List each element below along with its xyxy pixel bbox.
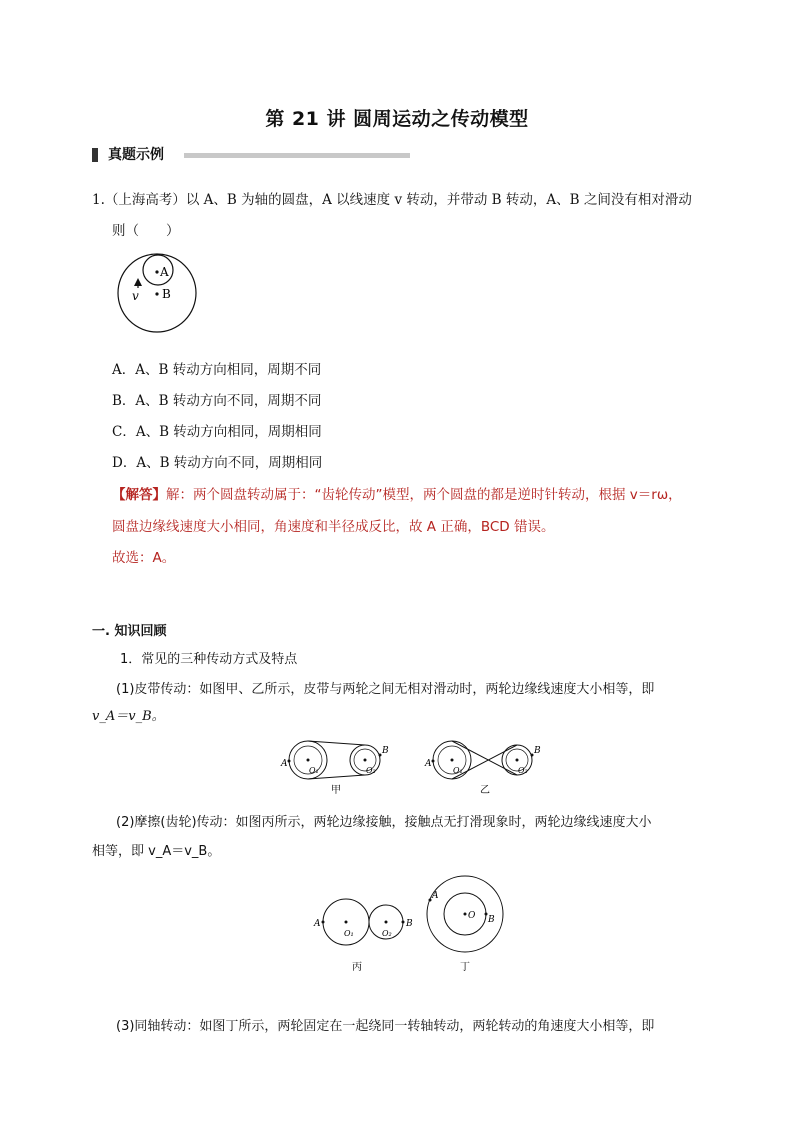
- belt-text-2: v_A＝v_B。: [92, 709, 165, 724]
- fig-label-bing: 丙: [352, 962, 362, 973]
- answer-line-3: 故选：A。: [112, 550, 176, 566]
- review-heading: 一. 知识回顾: [92, 624, 167, 639]
- belt-figures: [280, 735, 550, 797]
- svg-text:O₁: O₁: [309, 766, 319, 775]
- question-figure: [112, 248, 204, 340]
- page-title: 第 21 讲 圆周运动之传动模型: [265, 108, 529, 130]
- section-divider: [184, 153, 410, 158]
- friction-text-2: 相等，即 v_A＝v_B。: [92, 844, 221, 859]
- answer-text-1: 解：两个圆盘转动属于：“齿轮传动”模型，两个圆盘的都是逆时针转动，根据 v＝rω，: [166, 487, 682, 503]
- fig-label-jia: 甲: [331, 785, 341, 796]
- svg-text:B: B: [382, 746, 389, 756]
- belt-text-1: (1)皮带传动：如图甲、乙所示，皮带与两轮之间无相对滑动时，两轮边缘线速度大小相等，即: [116, 682, 655, 697]
- svg-text:O₂: O₂: [518, 766, 528, 775]
- option-a: A．A、B 转动方向相同，周期不同: [112, 362, 322, 378]
- svg-text:A: A: [432, 891, 439, 901]
- option-c: C．A、B 转动方向相同，周期相同: [112, 424, 322, 440]
- svg-text:O: O: [468, 911, 476, 921]
- section-marker: [92, 148, 98, 162]
- label-a: A: [160, 265, 169, 279]
- point-a: [155, 270, 158, 273]
- svg-text:B: B: [406, 919, 413, 929]
- question-line-1: [92, 188, 692, 208]
- svg-text:O₁: O₁: [453, 766, 463, 775]
- point-b: [155, 292, 158, 295]
- fig-label-yi: 乙: [480, 785, 490, 796]
- option-b: B．A、B 转动方向不同，周期不同: [112, 393, 322, 409]
- svg-text:B: B: [488, 915, 495, 925]
- question-text: 以 A、B 为轴的圆盘，A 以线速度 v 转动，并带动 B 转动，A、B 之间没有相对滑动: [185, 192, 692, 208]
- review-item-1: 1．常见的三种传动方式及特点: [120, 652, 298, 667]
- section-title: 真题示例: [108, 147, 164, 163]
- label-b: B: [162, 287, 171, 301]
- svg-text:O₂: O₂: [382, 929, 392, 938]
- coaxial-text-1: (3)同轴转动：如图丁所示，两轮固定在一起绕同一转轴转动，两轮转动的角速度大小相等，即: [116, 1019, 655, 1034]
- svg-text:O₂: O₂: [366, 766, 376, 775]
- friction-text-1: (2)摩擦(齿轮)传动：如图丙所示，两轮边缘接触，接触点无打滑现象时，两轮边缘线速度大小: [116, 815, 652, 830]
- svg-text:O₁: O₁: [344, 929, 354, 938]
- question-line-2: 则（ ）: [112, 223, 180, 239]
- question-number: 1.: [92, 192, 105, 208]
- answer-tag: 【解答】: [112, 487, 166, 503]
- friction-coaxial-figures: [310, 870, 540, 978]
- svg-text:A: A: [425, 759, 432, 769]
- answer-line-2: 圆盘边缘线速度大小相同，角速度和半径成反比，故 A 正确，BCD 错误。: [112, 519, 555, 535]
- fig-label-ding: 丁: [460, 962, 470, 973]
- question-source: （上海高考）: [104, 192, 186, 208]
- label-v: v: [132, 289, 139, 303]
- svg-text:A: A: [314, 919, 321, 929]
- svg-text:A: A: [281, 759, 288, 769]
- option-d: D．A、B 转动方向不同，周期相同: [112, 455, 323, 471]
- svg-text:B: B: [534, 746, 541, 756]
- answer-line-1: [112, 483, 682, 503]
